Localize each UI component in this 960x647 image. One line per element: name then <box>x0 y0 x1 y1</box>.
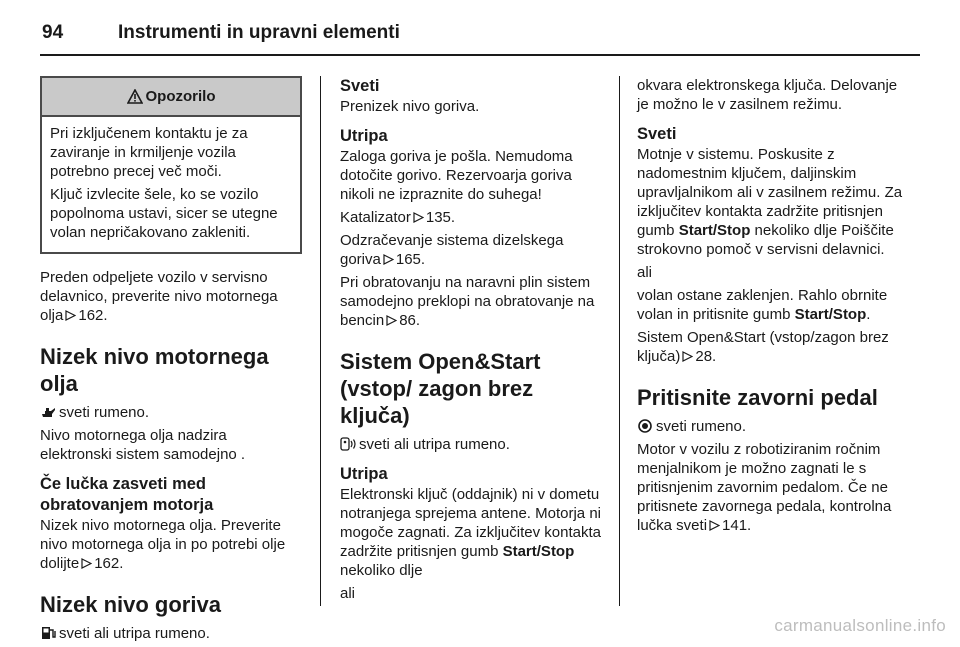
paragraph: Elektronski ključ (oddajnik) ni v dometu notranjega sprejema antene. Motorja ni mogoče zagnati. Za izključitev kontakta zadržite pritisnjen gumb Start/Stop nekoliko dlje <box>340 486 601 579</box>
section-heading: Pritisnite zavorni pedal <box>637 385 878 410</box>
subheading: Utripa <box>340 465 388 483</box>
warning-triangle-icon <box>127 89 143 104</box>
warning-heading <box>42 78 300 117</box>
paragraph: Pri obratovanju na naravni plin sistem samodejno preklopi na obratovanje na bencin 86. <box>340 274 595 329</box>
page-number: 94 <box>42 22 64 43</box>
cross-reference-arrow-icon <box>386 315 397 326</box>
section-heading: Sistem Open&Start (vstop/ zagon brez ključa) <box>340 349 541 428</box>
warning-box <box>40 76 302 254</box>
paragraph: Zaloga goriva je pošla. Nemudoma dotočite gorivo. Rezervoarja goriva nikoli ne izpraznite do suhega! <box>340 148 573 203</box>
column-1 <box>40 76 302 647</box>
paragraph: ali <box>637 264 653 281</box>
paragraph: Odzračevanje sistema dizelskega goriva 165. <box>340 232 564 268</box>
paragraph: sveti rumeno. <box>637 417 907 436</box>
paragraph: Preden odpeljete vozilo v servisno delavnico, preverite nivo motornega olja 162. <box>40 269 278 324</box>
fuel-pump-icon <box>40 626 57 640</box>
paragraph: Sistem Open&Start (vstop/zagon brez ključa) 28. <box>637 329 889 365</box>
paragraph: ali <box>340 585 356 602</box>
warning-heading-text: Opozorilo <box>145 88 216 105</box>
subheading: Utripa <box>340 127 388 145</box>
header-rule <box>40 54 920 56</box>
subheading: Če lučka zasveti med obratovanjem motorja <box>40 475 214 514</box>
page-header <box>40 14 920 54</box>
paragraph: Katalizator 135. <box>340 209 456 226</box>
warning-paragraph: Pri izključenem kontaktu je za zaviranje in krmiljenje vozila potrebno precej več moči. <box>50 125 248 180</box>
cross-reference-arrow-icon <box>682 351 693 362</box>
paragraph: volan ostane zaklenjen. Rahlo obrnite volan in pritisnite gumb Start/Stop. <box>637 287 888 323</box>
paragraph: sveti rumeno. <box>40 403 302 422</box>
running-title: Instrumenti in upravni elementi <box>118 22 400 43</box>
brake-pedal-icon <box>637 419 654 433</box>
column-divider-right <box>619 76 620 606</box>
paragraph: sveti ali utripa rumeno. <box>40 624 302 643</box>
cross-reference-arrow-icon <box>81 558 92 569</box>
warning-body <box>42 117 300 252</box>
paragraph: Motor v vozilu z robotiziranim ročnim menjalnikom je možno zagnati le s pritisnjenim zavornim pedalom. Če ne pritisnete zavornega pedala, kontrolna lučka sveti 141. <box>637 441 892 534</box>
cross-reference-arrow-icon <box>709 520 720 531</box>
cross-reference-arrow-icon <box>413 212 424 223</box>
watermark: carmanualsonline.info <box>774 616 946 635</box>
paragraph: Nivo motornega olja nadzira elektronski sistem samodejno . <box>40 427 246 463</box>
paragraph: Nizek nivo motornega olja. Preverite nivo motornega olja in po potrebi olje dolijte 162. <box>40 517 286 572</box>
cross-reference-arrow-icon <box>65 310 76 321</box>
section-heading: Nizek nivo goriva <box>40 592 221 617</box>
warning-paragraph: Ključ izvlecite šele, ko se vozilo popolnoma ustavi, sicer se utegne volan nepričakovano zakleniti. <box>50 186 278 241</box>
section-heading: Nizek nivo motornega olja <box>40 344 269 396</box>
paragraph: Prenizek nivo goriva. <box>340 98 480 115</box>
key-signal-icon <box>340 437 357 451</box>
column-divider-left <box>320 76 321 606</box>
subheading: Sveti <box>340 77 380 95</box>
column-3 <box>637 76 907 539</box>
paragraph: sveti ali utripa rumeno. <box>340 435 608 454</box>
oil-can-icon <box>40 405 57 419</box>
paragraph: Motnje v sistemu. Poskusite z nadomestnim ključem, daljinskim upravljalnikom ali v zasilnem režimu. Za izključitev kontakta zadržite pritisnjen gumb Start/Stop nekoliko dlje Poiščite strokovno pomoč v servisni delavnici. <box>637 146 903 258</box>
cross-reference-arrow-icon <box>383 254 394 265</box>
paragraph: okvara elektronskega ključa. Delovanje je možno le v zasilnem režimu. <box>637 77 898 113</box>
subheading: Sveti <box>637 125 677 143</box>
column-2 <box>340 76 608 607</box>
